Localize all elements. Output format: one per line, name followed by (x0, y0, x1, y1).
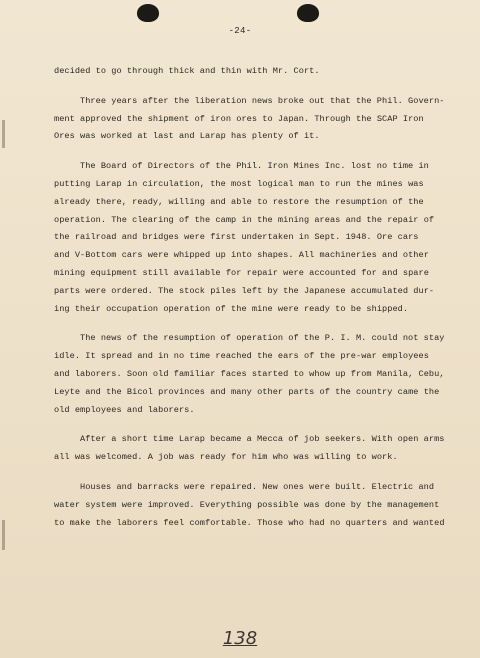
text-line: and V-Bottom cars were whipped up into shapes. All machineries and other (54, 250, 429, 261)
text-line: to make the laborers feel comfortable. Those who had no quarters and wanted (54, 517, 445, 528)
paragraph (54, 158, 446, 318)
handwritten-folio-number: 138 (222, 628, 258, 649)
text-line: Houses and barracks were repaired. New ones were built. Electric and (80, 481, 435, 492)
page-number: -24- (228, 26, 252, 36)
paragraph (54, 431, 446, 467)
punch-hole-right (297, 4, 319, 22)
paragraph (54, 93, 446, 146)
text-line: operation. The clearing of the camp in the mining areas and the repair of (54, 214, 435, 225)
text-line: The Board of Directors of the Phil. Iron Mines Inc. lost no time in (80, 161, 429, 172)
text-line: parts were ordered. The stock piles left by the Japanese accumulated dur- (54, 285, 435, 296)
text-line: and laborers. Soon old familiar faces started to whow up from Manila, Cebu, (54, 368, 445, 379)
body-text (54, 63, 446, 544)
text-line: putting Larap in circulation, the most logical man to run the mines was (54, 178, 424, 189)
text-line: ment approved the shipment of iron ores to Japan. Through the SCAP Iron (54, 113, 424, 124)
text-line: Leyte and the Bicol provinces and many other parts of the country came the (54, 386, 440, 397)
text-line: mining equipment still available for repair were accounted for and spare (54, 267, 429, 278)
text-line: The news of the resumption of operation of the P. I. M. could not stay (80, 333, 445, 344)
text-line: water system were improved. Everything possible was done by the management (54, 499, 440, 510)
text-line: decided to go through thick and thin with Mr. Cort. (54, 66, 320, 76)
text-line: the railroad and bridges were first undertaken in Sept. 1948. Ore cars (54, 232, 419, 243)
paragraph (54, 63, 446, 81)
text-line: idle. It spread and in no time reached the ears of the pre-war employees (54, 351, 429, 362)
text-line: already there, ready, willing and able to restore the resumption of the (54, 196, 424, 207)
binding-edge-mark (2, 520, 5, 550)
text-line: all was welcomed. A job was ready for him who was willing to work. (54, 452, 398, 463)
text-line: Ores was worked at last and Larap has plenty of it. (54, 131, 320, 142)
text-line: old employees and laborers. (54, 404, 195, 415)
paragraph (54, 330, 446, 419)
text-line: After a short time Larap became a Mecca of job seekers. With open arms (80, 434, 445, 445)
text-line: ing their occupation operation of the mine were ready to be shipped. (54, 303, 409, 314)
punch-hole-left (137, 4, 159, 22)
paragraph (54, 479, 446, 532)
binding-edge-mark (2, 120, 5, 148)
text-line: Three years after the liberation news broke out that the Phil. Govern- (80, 95, 445, 106)
